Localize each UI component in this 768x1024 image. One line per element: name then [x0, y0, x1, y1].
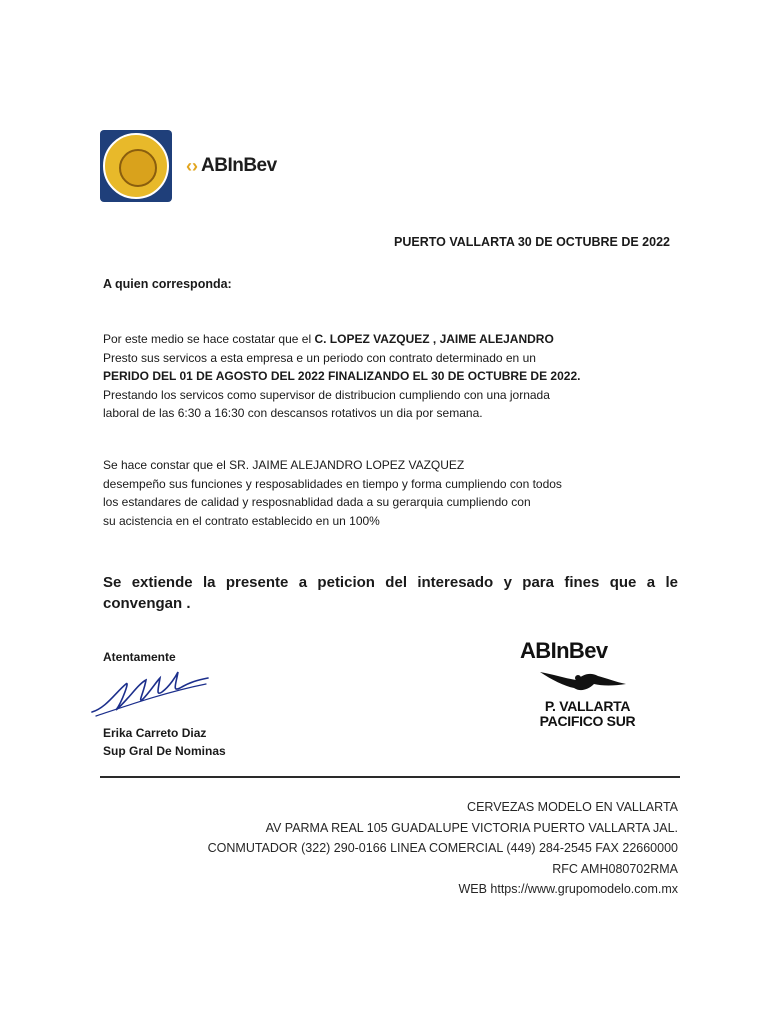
employee-name: C. LOPEZ VAZQUEZ , JAIME ALEJANDRO	[314, 332, 554, 346]
employment-period: PERIDO DEL 01 DE AGOSTO DEL 2022 FINALIZANDO EL 30 DE OCTUBRE DE 2022.	[103, 369, 581, 383]
signer-info	[103, 724, 226, 760]
seal-ring	[103, 133, 169, 199]
footer-company: CERVEZAS MODELO EN VALLARTA	[467, 800, 678, 814]
grupo-modelo-seal-logo	[100, 130, 172, 202]
paragraph-line: Se hace constar que el SR. JAIME ALEJANDRO LOPEZ VAZQUEZ	[103, 458, 465, 472]
signer-name: Erika Carreto Diaz	[103, 726, 207, 740]
abinbev-mark-icon: ‹›	[186, 155, 198, 176]
paragraph-line: desempeño sus funciones y resposablidades en tiempo y forma cumpliendo con todos	[103, 476, 562, 491]
paragraph-employment	[103, 330, 673, 423]
signer-title: Sup Gral De Nominas	[103, 744, 226, 758]
paragraph-line: Presto sus servicos a esta empresa e un periodo con contrato determinado en un	[103, 350, 536, 365]
stamp-line-2: PACIFICO SUR	[539, 713, 636, 729]
stamp-location	[520, 699, 655, 729]
salutation: A quien corresponda:	[103, 277, 232, 291]
footer-rfc: RFC AMH080702RMA	[552, 861, 678, 876]
paragraph-line: laboral de las 6:30 a 16:30 con descansos rotativos un dia por semana.	[103, 406, 483, 420]
intro-text: Por este medio se hace costatar que el	[103, 332, 315, 346]
abinbev-logo-text: ABInBev	[201, 155, 277, 176]
handwritten-signature	[86, 662, 216, 727]
paragraph-line: los estandares de calidad y resposnablidad dada a su gerarquia cumpliendo con	[103, 495, 531, 509]
footer-address: AV PARMA REAL 105 GUADALUPE VICTORIA PUERTO VALLARTA JAL.	[265, 820, 678, 835]
lion-face-icon	[119, 149, 157, 187]
footer-contact	[208, 797, 678, 900]
stamp-brand: ABInBev	[520, 638, 608, 663]
company-stamp	[520, 638, 655, 729]
paragraph-line: Prestando los servicos como supervisor de distribucion cumpliendo con una jornada	[103, 387, 550, 402]
atentamente-label: Atentamente	[103, 650, 176, 664]
paragraph-performance	[103, 456, 673, 530]
eagle-icon	[538, 666, 655, 699]
letter-date: PUERTO VALLARTA 30 DE OCTUBRE DE 2022	[394, 235, 670, 249]
paragraph-line	[103, 330, 673, 349]
footer-web: WEB https://www.grupomodelo.com.mx	[458, 882, 678, 896]
abinbev-logo	[186, 155, 277, 177]
footer-phones: CONMUTADOR (322) 290-0166 LINEA COMERCIAL (449) 284-2545 FAX 22660000	[207, 841, 678, 855]
footer-divider	[100, 776, 680, 778]
closing-statement: Se extiende la presente a peticion del interesado y para fines que a le convengan .	[103, 574, 678, 612]
paragraph-line: su acistencia en el contrato establecido en un 100%	[103, 513, 380, 528]
stamp-line-1: P. VALLARTA	[544, 698, 631, 714]
